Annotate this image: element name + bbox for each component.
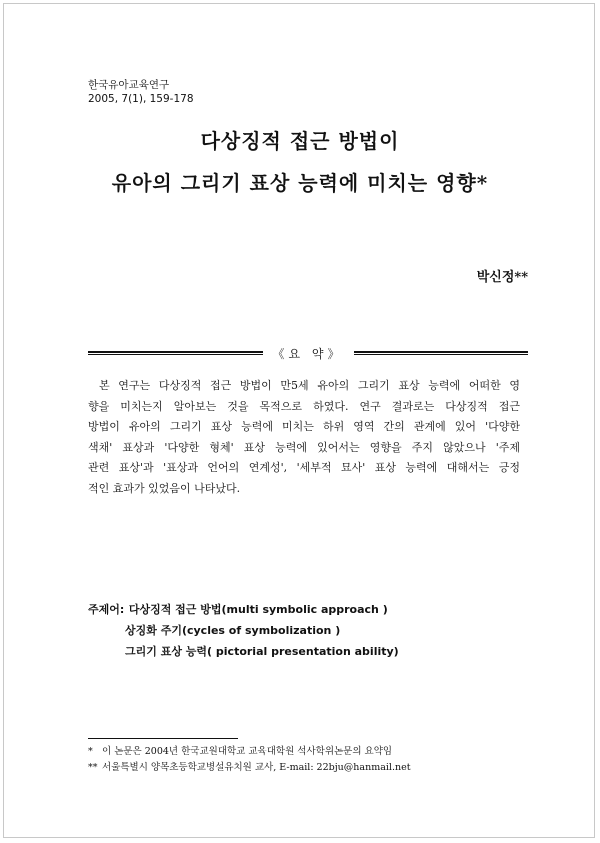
keywords-block [88, 599, 399, 662]
abstract-rule-right [354, 351, 529, 355]
journal-name: 한국유아교육연구 [88, 79, 170, 91]
paper-title-line-1: 다상징적 접근 방법이 [200, 129, 400, 153]
keyword-row [88, 599, 399, 620]
footnote [88, 760, 411, 776]
keyword-row [88, 620, 399, 641]
abstract-heading-row [88, 346, 528, 360]
footnote [88, 744, 411, 760]
footnote-separator [88, 738, 238, 739]
abstract-line: 관련 표상'과 '표상과 언어의 연계성', '세부적 묘사' 표상 능력에 대해서는 긍정 [88, 461, 520, 474]
abstract-line: 본 연구는 다상징적 접근 방법이 만5세 유아의 그리기 표상 능력에 어떠한 영 [99, 379, 520, 392]
journal-citation: 2005, 7(1), 159-178 [88, 93, 194, 105]
abstract-line: 방법이 유아의 그리기 표상 능력에 미치는 하위 영역 간의 관계에 있어 '다양한 [88, 420, 520, 433]
footnote-mark: ** [88, 762, 98, 773]
abstract-line: 향을 미치는지 알아보는 것을 목적으로 하였다. 연구 결과로는 다상징적 접근 [88, 399, 520, 413]
paper-title-line-2: 유아의 그리기 표상 능력에 미치는 영향* [111, 171, 489, 195]
author-name: 박신정** [476, 270, 528, 285]
footnotes [88, 744, 411, 776]
abstract-line: 적인 효과가 있었음이 나타났다. [88, 481, 241, 495]
keyword-item: 그리기 표상 능력( pictorial presentation ability) [125, 645, 399, 658]
keyword-item: 상징화 주기(cycles of symbolization ) [125, 624, 341, 637]
footnote-text: 이 논문은 2004년 한국교원대학교 교육대학원 석사학위논문의 요약임 [102, 746, 393, 757]
footnote-text: 서울특별시 양목초등학교병설유치원 교사, E-mail: 22bju@hanmail.net [102, 762, 411, 773]
abstract-body [88, 376, 520, 499]
footnote-mark: * [88, 746, 93, 757]
journal-header [88, 78, 194, 106]
keyword-row [88, 641, 399, 662]
keyword-item: 다상징적 접근 방법(multi symbolic approach ) [128, 603, 388, 616]
keywords-label: 주제어: [88, 603, 125, 616]
abstract-line: 색채' 표상과 '다양한 형체' 표상 능력에 있어서는 영향을 주지 않았으나 '주제 [88, 440, 520, 454]
abstract-rule-left [88, 351, 263, 355]
abstract-heading: 《요 약》 [272, 346, 344, 361]
